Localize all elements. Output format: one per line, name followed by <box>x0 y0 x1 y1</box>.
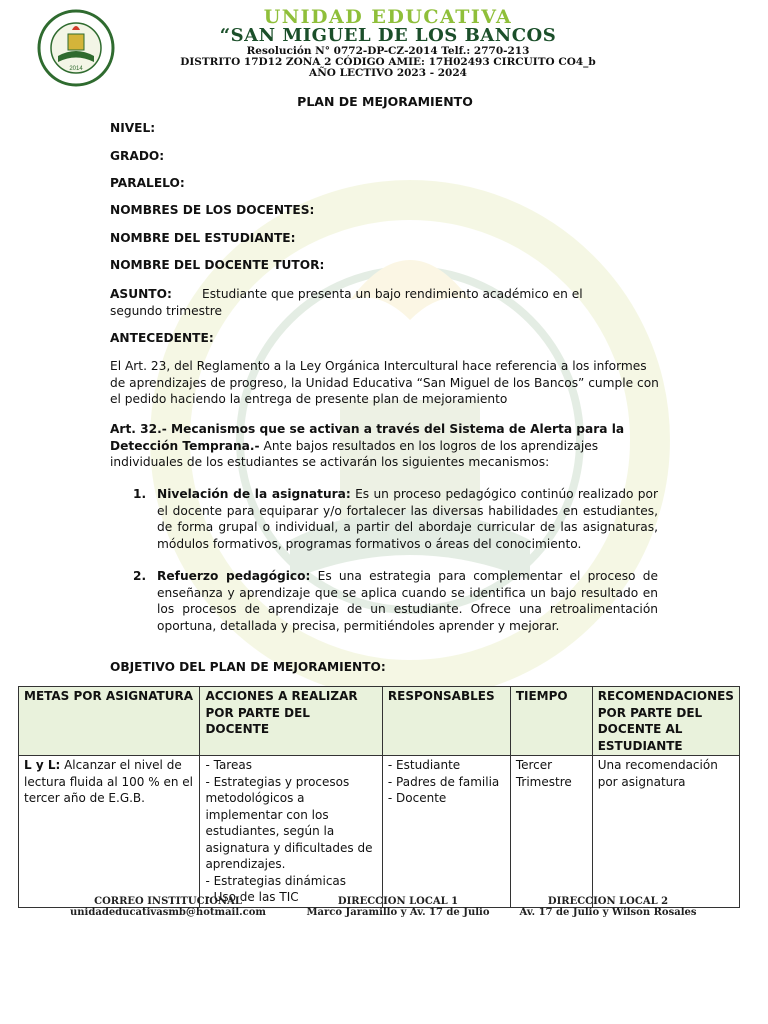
responsable-item: - Docente <box>387 791 447 805</box>
cell-metas <box>19 756 200 908</box>
footer-address1-title: DIRECCION LOCAL 1 <box>337 896 459 907</box>
acciones-item: - Estrategias y procesos metodológicos a implementar con los estudiantes, según la asignatura y dificultades de aprendizajes. <box>205 774 373 871</box>
list-item-text: Es una estrategia para complementar el proceso de enseñanza y aprendizaje que se aplica cuando se identifica un bajo resultado en los procesos de aprendizaje de un estudiante. Ofrece una retroalimentación oportuna, detallada y precisa, permitiéndoles aprender y mejorar. <box>157 569 658 633</box>
list-item <box>133 568 658 634</box>
footer-address1: Marco Jaramillo y Av. 17 de Julio <box>306 907 490 918</box>
asunto-label: ASUNTO: <box>110 287 172 301</box>
cell-responsables <box>382 756 510 908</box>
list-item-number: 2. <box>133 569 147 583</box>
footer-address2-block <box>508 896 708 918</box>
list-item-number: 1. <box>133 487 147 501</box>
objetivo-label: OBJETIVO DEL PLAN DE MEJORAMIENTO: <box>110 660 386 674</box>
acciones-item: - Estrategias dinámicas <box>205 873 347 888</box>
header-school-year: AÑO LECTIVO 2023 - 2024 <box>309 67 467 79</box>
metas-text: Alcanzar el nivel de lectura fluida al 100 % en el tercer año de E.G.B. <box>24 758 193 805</box>
plan-table <box>18 686 740 908</box>
cell-tiempo: Tercer Trimestre <box>510 756 592 908</box>
school-title-line1: UNIDAD EDUCATIVA <box>263 6 513 28</box>
cell-recomendaciones: Una recomendación por asignatura <box>592 756 739 908</box>
responsable-item: - Padres de familia <box>387 774 500 789</box>
antecedente-label: ANTECEDENTE: <box>110 331 214 345</box>
footer-address1-block <box>298 896 498 918</box>
header-resolution: Resolución N° 0772-DP-CZ-2014 Telf.: 2770-213 <box>246 45 530 57</box>
page-footer <box>18 896 740 926</box>
logo-year: 2014 <box>69 66 83 72</box>
footer-address2: Av. 17 de Julio y Wilson Rosales <box>519 907 697 918</box>
field-grado: GRADO: <box>110 149 165 163</box>
col-header-responsables: RESPONSABLES <box>382 687 510 756</box>
art32-title: Art. 32.- Mecanismos que se activan a través del Sistema de Alerta para la Detección Temprana.- <box>110 422 625 453</box>
metas-subject: L y L: <box>24 758 61 772</box>
col-header-tiempo: TIEMPO <box>510 687 592 756</box>
col-header-metas: METAS POR ASIGNATURA <box>19 687 200 756</box>
header-district: DISTRITO 17D12 ZONA 2 CÓDIGO AMIE: 17H02493 CIRCUITO CO4_b <box>180 56 596 68</box>
art32-paragraph <box>110 421 660 471</box>
school-title-line2: “SAN MIGUEL DE LOS BANCOS <box>219 25 557 46</box>
asunto-text: Estudiante que presenta un bajo rendimiento académico en el segundo trimestre <box>110 287 583 318</box>
footer-address2-title: DIRECCION LOCAL 2 <box>547 896 669 907</box>
list-item-title: Refuerzo pedagógico: <box>157 569 311 583</box>
asunto-block <box>110 286 630 320</box>
field-paralelo: PARALELO: <box>110 176 185 190</box>
footer-email: unidadeducativasmb@hotmail.com <box>70 907 266 918</box>
responsable-item: - Estudiante <box>387 758 461 772</box>
field-tutor: NOMBRE DEL DOCENTE TUTOR: <box>110 258 325 272</box>
table-row <box>19 756 740 908</box>
field-estudiante: NOMBRE DEL ESTUDIANTE: <box>110 231 296 245</box>
col-header-acciones: ACCIONES A REALIZAR POR PARTE DEL DOCENTE <box>200 687 382 756</box>
list-item-text: Es un proceso pedagógico continúo realizado por el docente para equiparar y/o fortalecer las diversas habilidades en estudiantes, de forma grupal o individual, a partir del abordaje curricular de las asignaturas, módulos formativos, programas formativos o áreas del conocimiento. <box>157 487 658 551</box>
list-item <box>133 486 658 552</box>
field-docentes: NOMBRES DE LOS DOCENTES: <box>110 203 315 217</box>
acciones-item: - Tareas <box>205 758 252 772</box>
list-item-title: Nivelación de la asignatura: <box>157 487 351 501</box>
art32-text: Ante bajos resultados en los logros de los aprendizajes individuales de los estudiantes se activarán los siguientes mecanismos: <box>110 438 599 469</box>
acciones-item: - Uso de las TIC <box>205 890 299 904</box>
col-header-recomendaciones: RECOMENDACIONES POR PARTE DEL DOCENTE AL ESTUDIANTE <box>592 687 739 756</box>
table-header-row <box>19 687 740 756</box>
footer-email-block <box>68 896 268 918</box>
footer-email-title: CORREO INSTITUCIONAL <box>94 896 242 907</box>
cell-acciones <box>200 756 382 908</box>
document-title: PLAN DE MEJORAMIENTO <box>297 94 473 109</box>
school-logo-icon <box>36 8 116 88</box>
antecedente-text: El Art. 23, del Reglamento a la Ley Orgánica Intercultural hace referencia a los informes de aprendizajes de progreso, la Unidad Educativa “San Miguel de los Bancos” cumple con el pedido haciendo la entrega de presente plan de mejoramiento <box>110 359 659 406</box>
field-nivel: NIVEL: <box>110 121 156 135</box>
